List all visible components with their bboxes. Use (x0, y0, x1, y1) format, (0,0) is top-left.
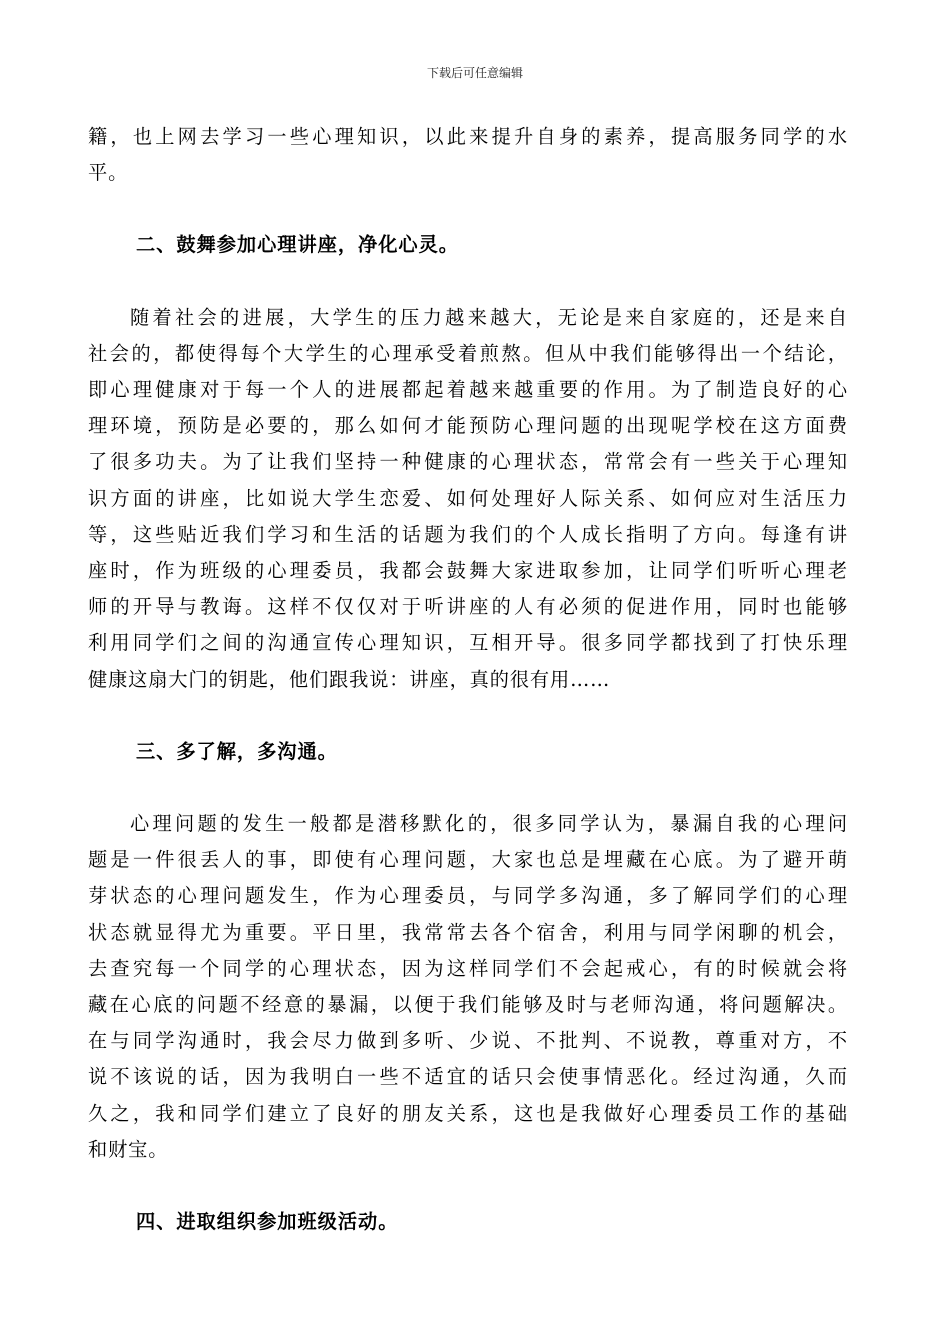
text-line: 籍，也上网去学习一些心理知识，以此来提升自身的素养，提高服务同学的水 (88, 125, 848, 148)
text-line: 和财宝。 (88, 1137, 169, 1161)
text-line: 即心理健康对于每一个人的进展都起着越来越重要的作用。为了制造良好的心 (88, 378, 848, 402)
text-line: 利用同学们之间的沟通宣传心理知识，互相开导。很多同学都找到了打快乐理 (88, 631, 848, 655)
paragraph-section-2 (88, 300, 848, 698)
text-line: 健康这扇大门的钥匙，他们跟我说：讲座，真的很有用…… (88, 667, 611, 691)
text-line: 座时，作为班级的心理委员，我都会鼓舞大家进取参加，让同学们听听心理老 (88, 559, 848, 583)
text-line: 芽状态的心理问题发生，作为心理委员，与同学多沟通，多了解同学们的心理 (88, 884, 848, 908)
text-line: 题是一件很丢人的事，即使有心理问题，大家也总是埋藏在心底。为了避开萌 (88, 848, 848, 872)
text-line: 社会的，都使得每个大学生的心理承受着煎熬。但从中我们能够得出一个结论， (88, 341, 848, 365)
text-line: 平。 (88, 161, 129, 185)
text-line: 了很多功夫。为了让我们坚持一种健康的心理状态，常常会有一些关于心理知 (88, 450, 848, 474)
text-line: 师的开导与教诲。这样不仅仅对于听讲座的人有必须的促进作用，同时也能够 (88, 595, 848, 619)
text-line: 心理问题的发生一般都是潜移默化的，很多同学认为，暴漏自我的心理问 (130, 812, 848, 836)
text-line: 理环境，预防是必要的，那么如何才能预防心理问题的出现呢学校在这方面费 (88, 414, 848, 438)
text-line: 随着社会的进展，大学生的压力越来越大，无论是来自家庭的，还是来自 (130, 305, 848, 329)
text-line: 等，这些贴近我们学习和生活的话题为我们的个人成长指明了方向。每逢有讲 (88, 522, 848, 546)
text-line: 识方面的讲座，比如说大学生恋爱、如何处理好人际关系、如何应对生活压力 (88, 486, 848, 510)
text-line: 去查究每一个同学的心理状态，因为这样同学们不会起戒心，有的时候就会将 (88, 956, 848, 980)
text-line: 在与同学沟通时，我会尽力做到多听、少说、不批判、不说教，尊重对方，不 (88, 1029, 848, 1053)
section-heading-3: 三、多了解，多沟通。 (136, 739, 338, 763)
text-line: 藏在心底的问题不经意的暴漏，以便于我们能够及时与老师沟通，将问题解决。 (88, 993, 848, 1017)
text-line: 久之，我和同学们建立了良好的朋友关系，这也是我做好心理委员工作的基础 (88, 1101, 848, 1125)
section-heading-2: 二、鼓舞参加心理讲座，净化心灵。 (136, 233, 459, 257)
document-body (88, 119, 848, 1240)
text-line: 状态就显得尤为重要。平日里，我常常去各个宿舍，利用与同学闲聊的机会， (88, 920, 848, 944)
page-header: 下载后可任意编辑 (426, 66, 523, 80)
text-line: 说不该说的话，因为我明白一些不适宜的话只会使事情恶化。经过沟通，久而 (88, 1065, 848, 1089)
section-heading-4: 四、进取组织参加班级活动。 (136, 1210, 399, 1234)
paragraph-section-3 (88, 806, 848, 1168)
paragraph-intro (88, 119, 848, 191)
